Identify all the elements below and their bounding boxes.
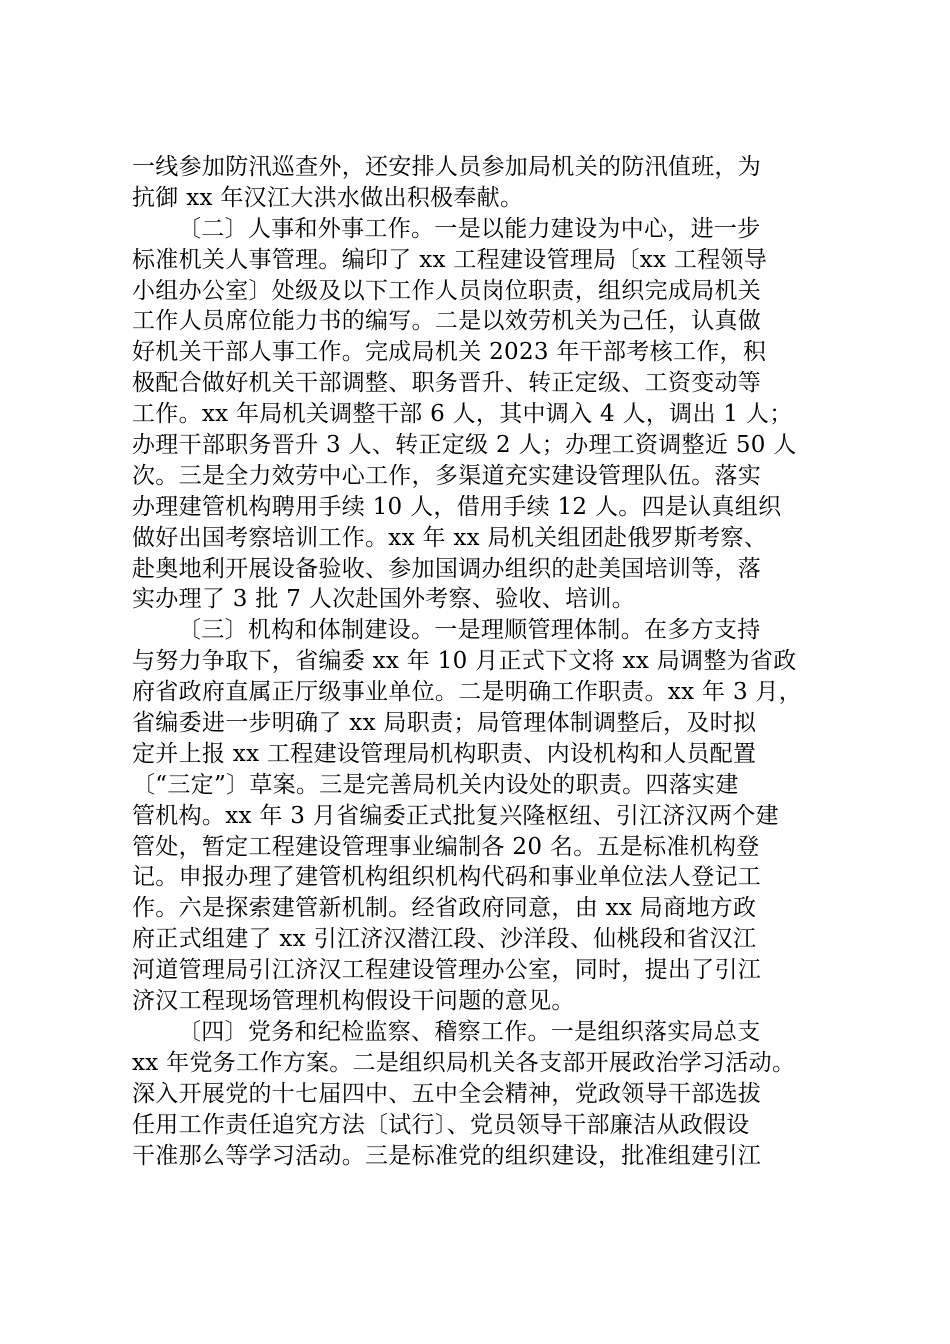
text-line: 小组办公室〕处级及以下工作人员岗位职责，组织完成局机关 — [132, 277, 762, 304]
text-line: 标准机关人事管理。编印了 xx 工程建设管理局〔xx 工程领导 — [132, 246, 768, 273]
text-line: 府省政府直属正厅级事业单位。二是明确工作职责。xx 年 3 月， — [132, 679, 803, 706]
text-line: 深入开展党的十七届四中、五中全会精神，党政领导干部选拔 — [132, 1080, 762, 1107]
text-line: 与努力争取下，省编委 xx 年 10 月正式下文将 xx 局调整为省政 — [132, 648, 797, 675]
text-line: 做好出国考察培训工作。xx 年 xx 局机关组团赴俄罗斯考察、 — [132, 524, 768, 551]
document-body — [132, 152, 822, 1171]
text-line: 实办理了 3 批 7 人次赴国外考察、验收、培训。 — [132, 586, 636, 613]
text-line: 管机构。xx 年 3 月省编委正式批复兴隆枢纽、引江济汉两个建 — [132, 802, 779, 829]
text-line: 任用工作责任追究方法〔试行〕、党员领导干部廉洁从政假设 — [132, 1111, 750, 1138]
text-line: 济汉工程现场管理机构假设干问题的意见。 — [132, 988, 575, 1015]
text-line: 抗御 xx 年汉江大洪水做出积极奉献。 — [132, 184, 524, 211]
paragraph-first-line: 〔二〕人事和外事工作。一是以能力建设为中心，进一步 — [178, 215, 761, 242]
paragraph-first-line: 〔四〕党务和纪检监察、稽察工作。一是组织落实局总支 — [178, 1018, 761, 1045]
text-line: 河道管理局引江济汉工程建设管理办公室，同时，提出了引江 — [132, 957, 762, 984]
text-line: 赴奥地利开展设备验收、参加国调办组织的赴美国培训等，落 — [132, 555, 762, 582]
paragraph-first-line: 〔三〕机构和体制建设。一是理顺管理体制。在多方支持 — [178, 617, 761, 644]
text-line: 定并上报 xx 工程建设管理局机构职责、内设机构和人员配置 — [132, 740, 757, 767]
text-line: 办理干部职务晋升 3 人、转正定级 2 人；办理工资调整近 50 人 — [132, 432, 797, 459]
text-line: 省编委进一步明确了 xx 局职责；局管理体制调整后，及时拟 — [132, 710, 757, 737]
text-line: 工作。xx 年局机关调整干部 6 人，其中调入 4 人，调出 1 人； — [132, 401, 793, 428]
text-line: 府正式组建了 xx 引江济汉潜江段、沙洋段、仙桃段和省汉江 — [132, 926, 757, 953]
text-line: 干准那么等学习活动。三是标准党的组织建设，批准组建引江 — [132, 1142, 762, 1169]
text-line: 次。三是全力效劳中心工作，多渠道充实建设管理队伍。落实 — [132, 462, 762, 489]
text-line: 工作人员席位能力书的编写。二是以效劳机关为己任，认真做 — [132, 308, 762, 335]
text-line: 记。申报办理了建管机构组织机构代码和事业单位法人登记工 — [132, 864, 762, 891]
text-line: 好机关干部人事工作。完成局机关 2023 年干部考核工作，积 — [132, 339, 767, 366]
text-line: 作。六是探索建管新机制。经省政府同意，由 xx 局商地方政 — [132, 895, 757, 922]
text-line: xx 年党务工作方案。二是组织局机关各支部开展政治学习活动。 — [132, 1049, 796, 1076]
text-line: 〔“三定”〕草案。三是完善局机关内设处的职责。四落实建 — [132, 771, 739, 798]
text-line: 一线参加防汛巡查外，还安排人员参加局机关的防汛值班，为 — [132, 154, 762, 180]
text-line: 管处，暂定工程建设管理事业编制各 20 名。五是标准机构登 — [132, 833, 760, 860]
text-line: 极配合做好机关干部调整、职务晋升、转正定级、工资变动等 — [132, 370, 762, 397]
text-line: 办理建管机构聘用手续 10 人，借用手续 12 人。四是认真组织 — [132, 493, 782, 520]
